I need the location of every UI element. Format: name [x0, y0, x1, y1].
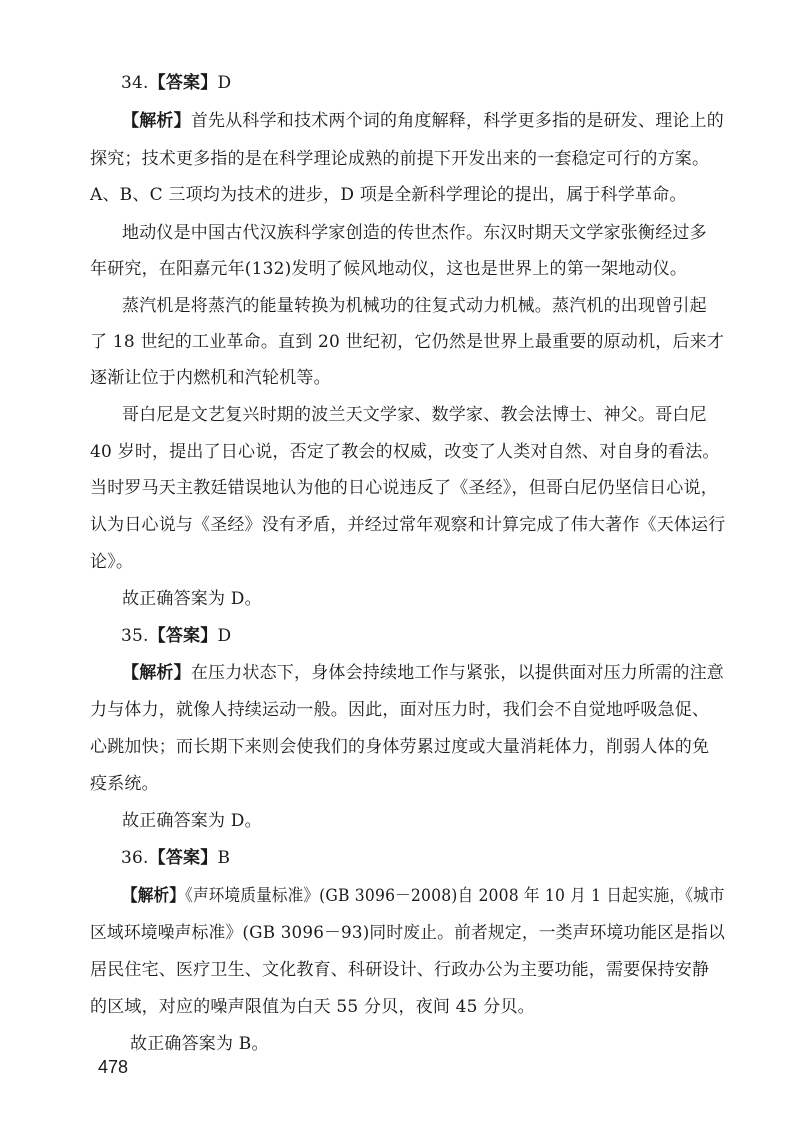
q34-para2-line-1: 蒸汽机是将蒸汽的能量转换为机械功的往复式动力机械。蒸汽机的出现曾引起 [122, 296, 707, 316]
q35-analysis-line-4: 疫系统。 [90, 774, 159, 794]
q34-para2-line-2: 了 18 世纪的工业革命。直到 20 世纪初，它仍然是世界上最重要的原动机，后来才 [90, 332, 725, 352]
page-number: 478 [98, 1057, 129, 1077]
q34-analysis-text-1: 首先从科学和技术两个词的角度解释，科学更多指的是研发、理论上的 [190, 111, 725, 131]
q34-para2-line-3: 逐渐让位于内燃机和汽轮机等。 [90, 368, 331, 388]
q34-analysis-tag: 【解析】 [122, 111, 191, 131]
q34-analysis-line-1 [122, 110, 724, 132]
q35-answer-value: D [217, 626, 232, 646]
q36-analysis-line-3: 居民住宅、医疗卫生、文化教育、科研设计、行政办公为主要功能，需要保持安静 [90, 960, 710, 980]
q34-para1-line-2: 年研究，在阳嘉元年(132)发明了候风地动仪，这也是世界上的第一架地动仪。 [90, 259, 688, 279]
q36-answer-line [121, 847, 230, 869]
q34-para1-line-1: 地动仪是中国古代汉族科学家创造的传世杰作。东汉时期天文学家张衡经过多 [122, 223, 707, 243]
q34-para3-line-3: 当时罗马天主教廷错误地认为他的日心说违反了《圣经》，但哥白尼仍坚信日心说， [90, 478, 718, 498]
q36-analysis-text-1: 《声环境质量标准》(GB 3096－2008)自 2008 年 10 月 1 日起实施，《城市 [185, 886, 725, 906]
q34-conclusion: 故正确答案为 D。 [122, 589, 262, 609]
q36-number: 36. [121, 848, 149, 868]
q34-analysis-line-2: 探究；技术更多指的是在科学理论成熟的前提下开发出来的一套稳定可行的方案。 [90, 149, 710, 169]
q34-number: 34. [121, 73, 149, 93]
q35-analysis-text-1: 在压力状态下，身体会持续地工作与紧张，以提供面对压力所需的注意 [190, 663, 725, 683]
q36-answer-tag: 【答案】 [148, 848, 218, 868]
q36-analysis-line-2: 区域环境噪声标准》(GB 3096－93)同时废止。前者规定，一类声环境功能区是指以 [90, 923, 726, 943]
q36-analysis-line-4: 的区域，对应的噪声限值为白天 55 分贝，夜间 45 分贝。 [90, 997, 535, 1017]
q34-answer-line [121, 72, 231, 94]
q35-number: 35. [121, 626, 149, 646]
q36-answer-value: B [217, 848, 231, 868]
q35-analysis-line-1 [122, 662, 724, 684]
q36-conclusion: 故正确答案为 B。 [130, 1034, 269, 1054]
q34-answer-value: D [217, 73, 232, 93]
q34-para3-line-4: 认为日心说与《圣经》没有矛盾，并经过常年观察和计算完成了伟大著作《天体运行 [90, 515, 726, 535]
q34-para3-line-2: 40 岁时，提出了日心说，否定了教会的权威，改变了人类对自然、对自身的看法。 [90, 442, 720, 462]
q36-analysis-line-1 [122, 885, 725, 907]
q35-conclusion: 故正确答案为 D。 [122, 811, 262, 831]
q35-analysis-line-3: 心跳加快；而长期下来则会使我们的身体劳累过度或大量消耗体力，削弱人体的免 [90, 737, 710, 757]
q35-analysis-tag: 【解析】 [122, 663, 191, 683]
q36-analysis-tag: 【解析】 [122, 886, 186, 906]
q34-answer-tag: 【答案】 [148, 73, 218, 93]
q35-analysis-line-2: 力与体力，就像人持续运动一般。因此，面对压力时，我们会不自觉地呼吸急促、 [90, 700, 710, 720]
q35-answer-line [121, 625, 231, 647]
q35-answer-tag: 【答案】 [148, 626, 218, 646]
q34-para3-line-1: 哥白尼是文艺复兴时期的波兰天文学家、数学家、教会法博士、神父。哥白尼 [122, 405, 707, 425]
q34-para3-line-5: 论》。 [90, 552, 134, 572]
q34-analysis-line-3: A、B、C 三项均为技术的进步，D 项是全新科学理论的提出，属于科学革命。 [90, 185, 687, 205]
